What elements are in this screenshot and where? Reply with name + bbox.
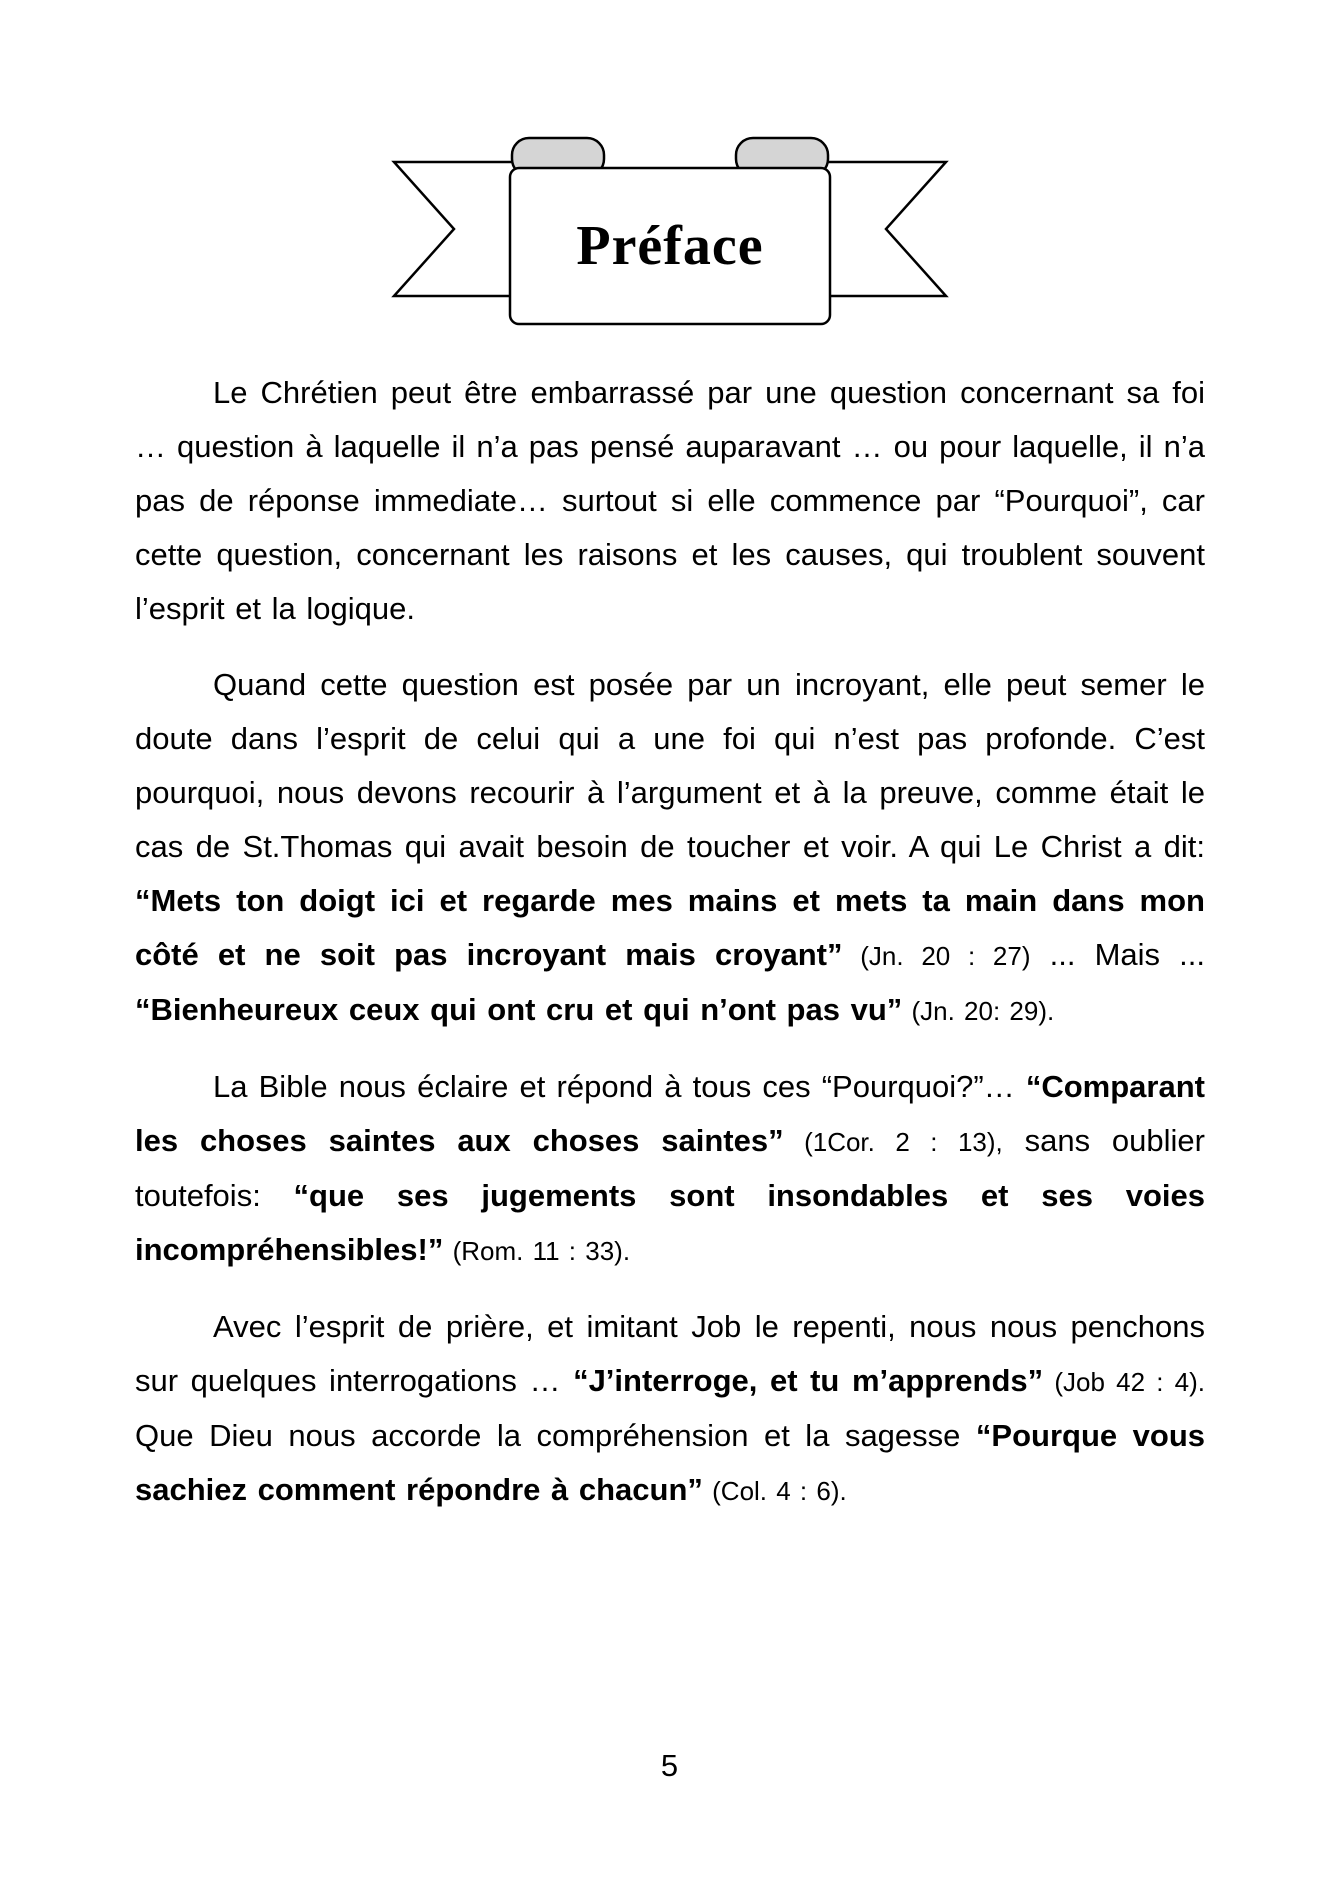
banner-title: Préface [576, 215, 764, 277]
scripture-ref: (Jn. 20: 29). [902, 996, 1055, 1026]
paragraph-list [135, 366, 1205, 1518]
paragraph [135, 366, 1205, 636]
page-number: 5 [660, 1748, 679, 1783]
body-text: Que Dieu nous accorde la compréhension et la sagesse [135, 1418, 976, 1453]
scripture-ref: (Jn. 20 : 27) [842, 941, 1031, 971]
body-text: La Bible nous éclaire et répond à tous ces “Pourquoi?”… [213, 1069, 1026, 1104]
scripture-ref: (Col. 4 : 6). [702, 1476, 847, 1506]
quote-bold: “Comparant les choses saintes aux choses saintes” [135, 1069, 1205, 1158]
paragraph [135, 1300, 1205, 1518]
page-content [135, 366, 1205, 1540]
preface-banner [390, 128, 950, 328]
body-text: Quand cette question est posée par un incroyant, elle peut semer le doute dans l’esprit de celui qui a une foi qui n’est pas profonde. C’est pourquoi, nous devons recourir à l’argument et à la preuve, comme était le cas de St.Thomas qui avait besoin de toucher et voir. A qui Le Christ a dit: [135, 667, 1205, 864]
body-text: ... Mais ... [1030, 937, 1205, 972]
scripture-ref: (Rom. 11 : 33). [443, 1236, 631, 1266]
quote-bold: “que ses jugements sont insondables et ses voies incompréhensibles!” [135, 1178, 1205, 1267]
scripture-ref: (Job 42 : 4). [1043, 1367, 1205, 1397]
paragraph [135, 658, 1205, 1038]
ribbon-right-tail [814, 162, 946, 296]
quote-bold: “Bienheureux ceux qui ont cru et qui n’ont pas vu” [135, 992, 903, 1027]
quote-bold: “Pourque vous sachiez comment répondre à chacun” [135, 1418, 1206, 1507]
quote-bold: “J’interroge, et tu m’apprends” [573, 1363, 1044, 1398]
body-text: Avec l’esprit de prière, et imitant Job le repenti, nous nous penchons sur quelques interrogations … [135, 1309, 1205, 1398]
scripture-ref: (1Cor. 2 : 13), [783, 1127, 1003, 1157]
paragraph [135, 1060, 1205, 1278]
body-text: sans oublier toutefois: [135, 1123, 1205, 1213]
quote-bold: “Mets ton doigt ici et regarde mes mains et mets ta main dans mon côté et ne soit pas incroyant mais croyant” [135, 883, 1205, 972]
ribbon-left-tail [394, 162, 526, 296]
body-text: Le Chrétien peut être embarrassé par une question concernant sa foi … question à laquelle il n’a pas pensé auparavant … ou pour laquelle, il n’a pas de réponse immediate… surtout si elle commence par “Pourquoi”, car cette question, concernant les raisons et les causes, qui troublent souvent l’esprit et la logique. [135, 375, 1205, 626]
